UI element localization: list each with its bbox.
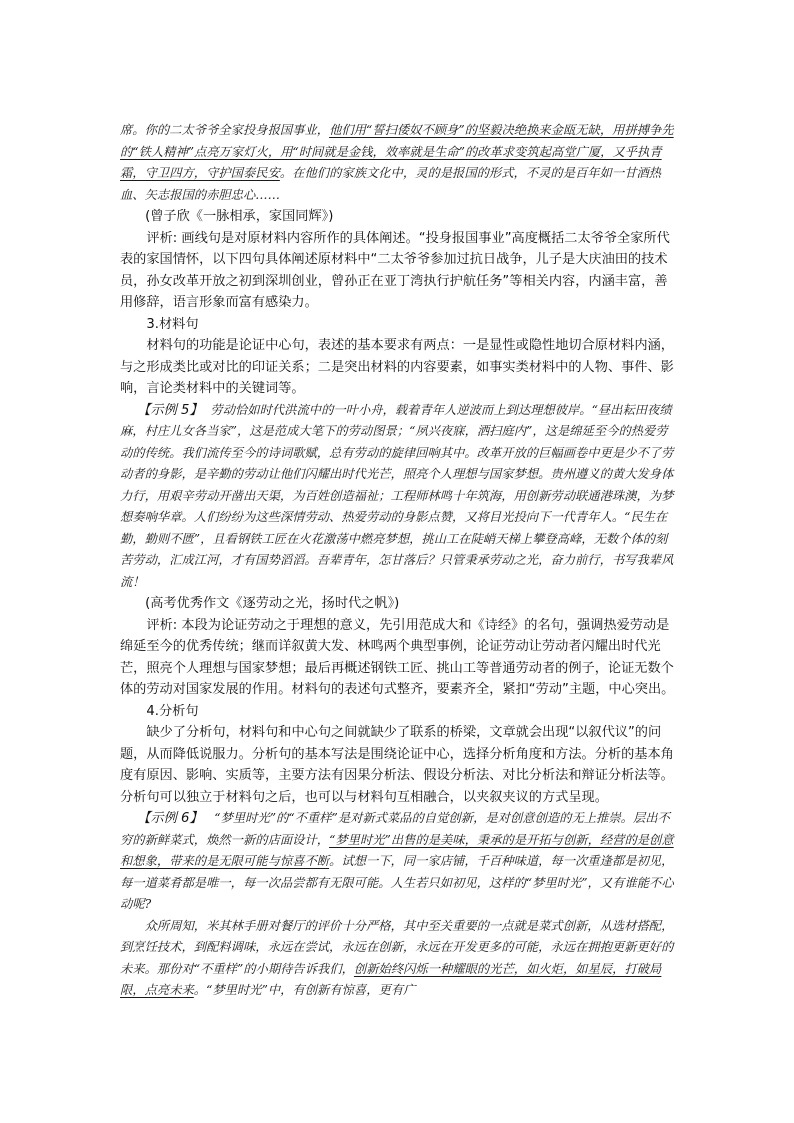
example-6-continuation: 众所周知，米其林手册对餐厅的评价十分严格，其中至关重要的一点就是菜式创新，从选材搭配，到烹饪技术，到配料调味，永远在尝试，永远在创新，永远在开发更多的可能，永远在拥抱更新更好的未来。那份对“不重样”的小期待告诉我们，创新始终闪烁一种耀眼的光芒，如火炬，如星辰，打破局限，点亮未来。“梦里时光”中，有创新有惊喜，更有广 (120, 918, 674, 997)
source-citation: (曾子欣《一脉相承，家国同辉》) (145, 209, 334, 224)
commentary-paragraph: 评析: 本段为论证劳动之于理想的意义，先引用范成大和《诗经》的名句，强调热爱劳动是绵延至今的优秀传统；继而详叙黄大发、林鸣两个典型事例，论证劳动让劳动者闪耀出时代光芒，照亮个人理想与国家梦想；最后再概述钢铁工匠、挑山工等普通劳动者的例子，论证无数个体的劳动对国家发展的作用。材料句的表述句式整齐，要素齐全，紧扣“劳动”主题，中心突出。 (120, 617, 675, 697)
underlined-sentence: “梦里时光”出售的是美味，秉承的是开拓与创新，经营的是创意和想象，带来的是无限可能与惊喜不断 (120, 832, 674, 868)
underlined-sentence: 他们用“誓扫倭奴不顾身”的坚毅决绝换来金瓯无缺，用拼搏争先的“铁人精神”点亮万家灯火，用“时间就是金钱，效率就是生命”的改革求变筑起高堂广厦，又乎执青霜，守卫四方，守护国泰民安 (120, 123, 674, 180)
example-paragraph-continued: 席。你的二太爷爷全家投身报国事业，他们用“誓扫倭奴不顾身”的坚毅决绝换来金瓯无缺，用拼搏争先的“铁人精神”点亮万家灯火，用“时间就是金钱，效率就是生命”的改革求变筑起高堂广厦，又乎执青霜，守卫四方，守护国泰民安。在他们的家族文化中，灵的是报国的形式，不灵的是百年如一甘酒热血、矢志报国的赤胆忠心…… (120, 123, 674, 202)
example-6-paragraph: 【示例 6】 “梦里时光”的“不重样”是对新式菜品的自觉创新，是对创意创造的无上推崇。层出不穷的新鲜菜式，焕然一新的店面设计，“梦里时光”出售的是美味，秉承的是开拓与创新，经营的是创意和想象，带来的是无限可能与惊喜不断。试想一下，同一家店铺，千百种味道，每一次重逢都是初见，每一道菜肴都是唯一，每一次品尝都有无限可能。人生若只如初见，这样的“梦里时光”，又有谁能不心动呢? (120, 811, 674, 911)
example-tag: 【示例 6】 (137, 811, 203, 826)
section-heading-analysis-sentence: 4.分析句 (146, 703, 199, 719)
source-citation: (高考优秀作文《逐劳动之光，扬时代之帆》) (145, 596, 400, 611)
section-heading-material-sentence: 3.材料句 (146, 316, 199, 332)
commentary-paragraph: 评析: 画线句是对原材料内容所作的具体阐述。“投身报国事业”高度概括二太爷爷全家所代表的家国情怀，以下四句具体阐述原材料中“二太爷爷参加过抗日战争，儿子是大庆油田的技术员，孙女改革开放之初到深圳创业，曾孙正在亚丁湾执行护航任务”等相关内容，内涵丰富，善用修辞，语言形象而富有感染力。 (120, 230, 670, 310)
body-paragraph: 材料句的功能是论证中心句，表述的基本要求有两点：一是显性或隐性地切合原材料内涵，与之形成类比或对比的印证关系；二是突出材料的内容要素，如事实类材料中的人物、事件、影响，言论类材料中的关键词等。 (120, 338, 674, 396)
example-tag: 【示例 5】 (137, 402, 203, 418)
body-paragraph: 缺少了分析句，材料句和中心句之间就缺少了联系的桥梁，文章就会出现“以叙代议”的问题，从而降低说服力。分析句的基本写法是围绕论证中心，选择分析角度和方法。分析的基本角度有原因、影响、实质等，主要方法有因果分析法、假设分析法、对比分析法和辩证分析法等。分析句可以独立于材料句之后，也可以与材料句互相融合，以夹叙夹议的方式呈现。 (120, 725, 674, 805)
page-content (120, 120, 676, 1002)
example-5-paragraph: 【示例 5】 劳动恰如时代洪流中的一叶小舟，载着青年人逆波而上到达理想彼岸。“昼出耘田夜绩麻，村庄儿女各当家”，这是范成大笔下的劳动图景；“夙兴夜寐，洒扫庭内”，这是绵延至今的热爱劳动的传统。我们流传至今的诗词歌赋，总有劳动的旋律回响其中。改革开放的巨幅画卷中更是少不了劳动者的身影，是辛勤的劳动让他们闪耀出时代光芒，照亮个人理想与国家梦想。贵州遵义的黄大发身体力行，用艰辛劳动开凿出天渠，为百姓创造福祉；工程师林鸣十年筑海，用创新劳动联通港珠澳，为梦想奏响华章。人们纷纷为这些深情劳动、热爱劳动的身影点赞，又将目光投向下一代青年人。“民生在勤，勤则不匮”，且看钢铁工匠在火花激荡中燃亮梦想，挑山工在陡峭天梯上攀登高峰，无数个体的刻苦劳动，汇成江河，才有国势滔滔。吾辈青年，怎甘落后？只管秉承劳动之光，奋力前行，书写我辈风流！ (120, 402, 674, 589)
underlined-sentence: 创新始终闪烁一种耀眼的光芒，如火炬，如星辰，打破局限，点亮未来 (120, 961, 662, 997)
